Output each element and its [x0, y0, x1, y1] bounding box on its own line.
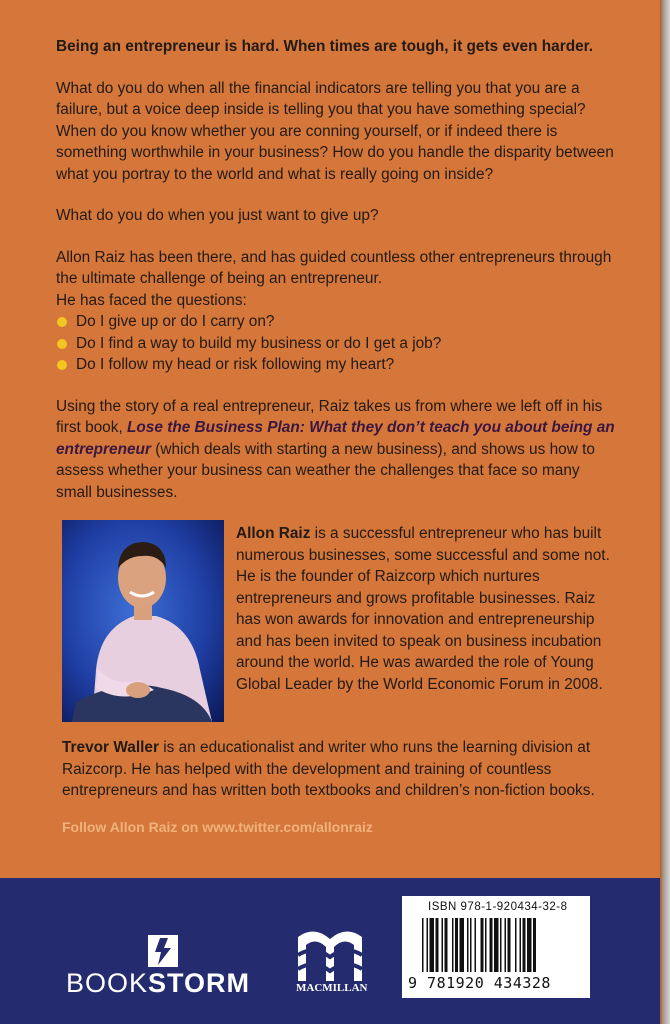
barcode-stripe — [452, 918, 454, 972]
barcode-stripe — [467, 918, 469, 972]
barcode-bars — [422, 918, 572, 972]
barcode-stripe — [527, 918, 532, 972]
author-name: Allon Raiz — [236, 525, 311, 542]
barcode-stripe — [427, 918, 429, 972]
barcode-stripe — [515, 918, 517, 972]
questions-list — [56, 311, 616, 376]
coauthor-name: Trevor Waller — [62, 739, 159, 756]
paragraph-1: What do you do when all the financial indicators are telling you that you are a failure, but a voice deep inside is telling you that you have something special? When do you know whether you are conning yourself, or if indeed there is something worthwhile in your business? How do you handle the disparity between what you portray to the world and what is really going on inside? — [56, 79, 614, 183]
paragraph-4: Using the story of a real entrepreneur, Raiz takes us from where we left off in his first book, Lose the Business Plan: What they don’t teach you about being an entrepreneur (which deals with starting a new business), and shows us how to assess whether your business can weather the challenges that face so many small businesses. — [56, 397, 615, 501]
cover-edge — [660, 0, 670, 1024]
macmillan-m-logo — [294, 927, 366, 988]
barcode-stripe — [494, 918, 499, 972]
barcode-stripe — [455, 918, 458, 972]
barcode-stripe — [430, 918, 435, 972]
first-book-title: Lose the Business Plan: What they don’t teach you about being an entrepreneur — [56, 419, 615, 458]
barcode-stripe — [445, 918, 448, 972]
paragraph-3: Allon Raiz has been there, and has guided countless other entrepreneurs through the ultimate challenge of being an entrepreneur. — [56, 248, 612, 287]
barcode-stripe — [470, 918, 472, 972]
barcode-stripe — [523, 918, 526, 972]
questions-intro: He has faced the questions: — [56, 291, 247, 309]
macmillan-logo-text: MACMILLAN — [296, 982, 368, 994]
barcode-number: 9 781920 434328 — [408, 974, 551, 992]
bookstorm-logo-text: BOOKSTORM — [66, 968, 251, 998]
question-item: Do I find a way to build my business or do I get a job? — [56, 333, 616, 355]
headline: Being an entrepreneur is hard. When times are tough, it gets even harder. — [56, 38, 594, 55]
question-item: Do I follow my head or risk following my heart? — [56, 354, 616, 376]
barcode-stripe — [475, 918, 477, 972]
bio-allon-raiz: Allon Raiz is a successful entrepreneur who has built numerous businesses, some successful and some not. He is the founder of Raizcorp which nurtures entrepreneurs and grows profitable businesses. Raiz has won awards for innovation and entrepreneurship and has been invited to speak on business incubation around the world. He was awarded the role of Young Global Leader by the World Economic Forum in 2008. — [236, 525, 610, 693]
barcode-stripe — [481, 918, 484, 972]
author-photo — [62, 520, 224, 722]
bullet-dot-icon — [57, 339, 67, 349]
twitter-follow-text: Follow Allon Raiz on www.twitter.com/allonraiz — [62, 819, 373, 835]
barcode-stripe — [436, 918, 439, 972]
barcode-stripe — [460, 918, 465, 972]
isbn-label: ISBN 978-1-920434-32-8 — [428, 901, 568, 913]
barcode-stripe — [505, 918, 507, 972]
barcode-stripe — [508, 918, 511, 972]
blurb — [56, 36, 616, 523]
barcode-stripe — [520, 918, 522, 972]
barcode-stripe — [533, 918, 536, 972]
barcode-stripe — [485, 918, 487, 972]
bio-trevor-waller: Trevor Waller is an educationalist and writer who runs the learning division at Raizcorp. He has helped with the development and training of countless entrepreneurs and has written both textbooks and children’s non-fiction books. — [62, 739, 595, 799]
question-item: Do I give up or do I carry on? — [56, 311, 616, 333]
bullet-dot-icon — [57, 317, 67, 327]
barcode-stripe — [422, 918, 424, 972]
bullet-dot-icon — [57, 360, 67, 370]
barcode-stripe — [490, 918, 493, 972]
bookstorm-lightning-icon — [148, 935, 178, 972]
barcode-block — [402, 896, 590, 998]
paragraph-2: What do you do when you just want to give up? — [56, 207, 379, 224]
barcode-stripe — [500, 918, 502, 972]
barcode-stripe — [442, 918, 444, 972]
